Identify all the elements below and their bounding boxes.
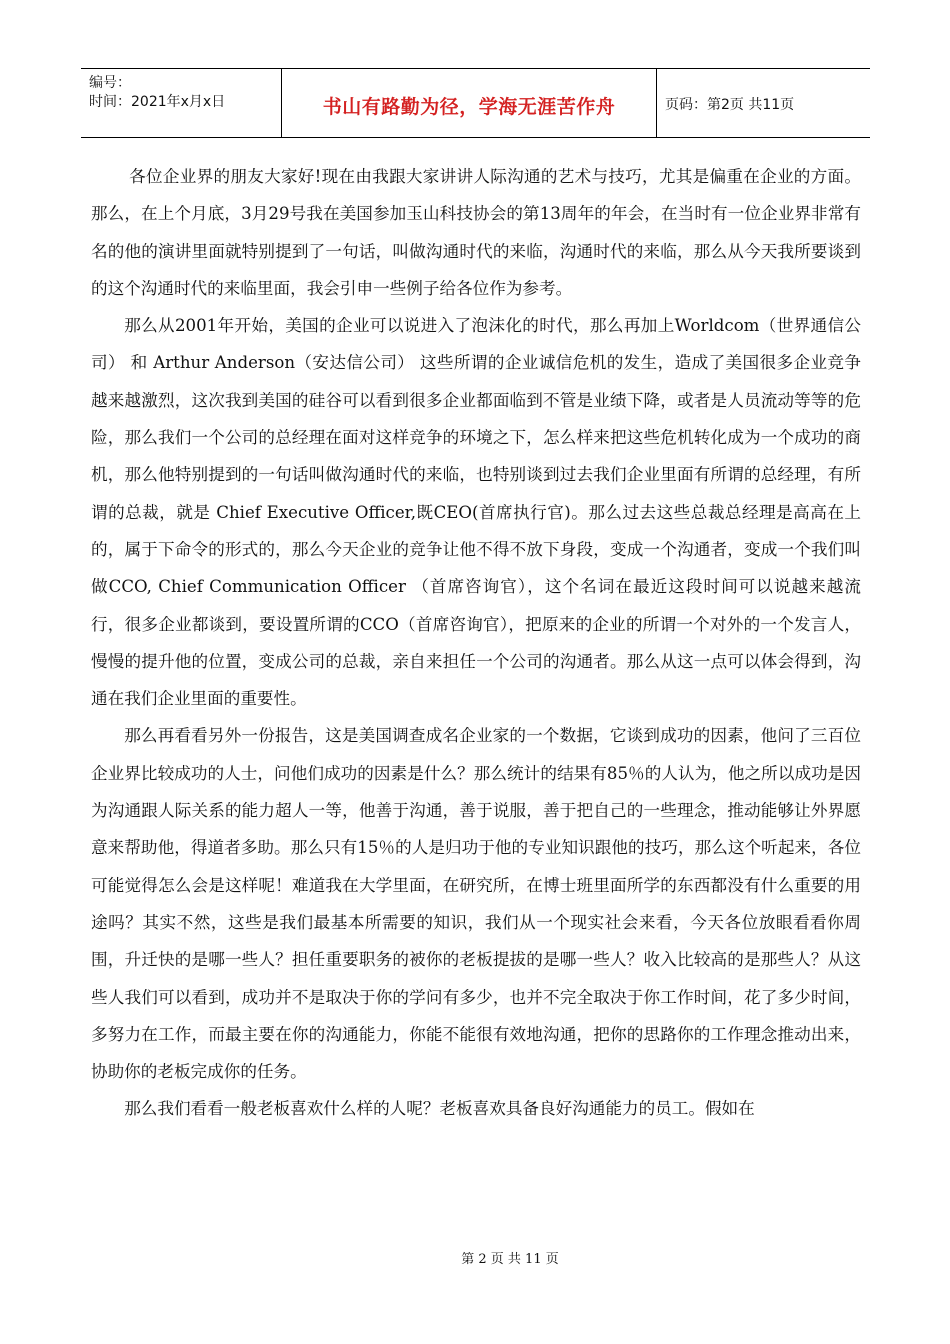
page-header <box>81 68 870 138</box>
page-footer: 第 2 页 共 11 页 <box>461 1252 559 1267</box>
header-info-cell <box>81 69 282 137</box>
body-paragraph: 那么从2001年开始，美国的企业可以说进入了泡沫化的时代，那么再加上Worldcom（世界通信公司） 和 Arthur Anderson（安达信公司） 这些所谓的企业诚信危机的发生，造成了美国很多企业竞争越来越激烈，这次我到美国的硅谷可以看到很多企业都面临到不管是业绩下降，或者是人员流动等等的危险，那么我们一个公司的总经理在面对这样竞争的环境之下，怎么样来把这些危机转化成为一个成功的商机，那么他特别提到的一句话叫做沟通时代的来临，也特别谈到过去我们企业里面有所谓的总经理，有所谓的总裁，就是 Chief Executive Officer,既CEO(首席执行官)。那么过去这些总裁总经理是高高在上的，属于下命令的形式的，那么今天企业的竞争让他不得不放下身段，变成一个沟通者，变成一个我们叫做CCO, Chief Communication Officer （首席咨询官），这个名词在最近这段时间可以说越来越流行，很多企业都谈到，要设置所谓的CCO（首席咨询官），把原来的企业的所谓一个对外的一个发言人，慢慢的提升他的位置，变成公司的总裁，亲自来担任一个公司的沟通者。那么从这一点可以体会得到，沟通在我们企业里面的重要性。 <box>91 316 861 709</box>
body-paragraph: 各位企业界的朋友大家好!现在由我跟大家讲讲人际沟通的艺术与技巧，尤其是偏重在企业的方面。那么，在上个月底，3月29号我在美国参加玉山科技协会的第13周年的年会，在当时有一位企业界非常有名的他的演讲里面就特别提到了一句话，叫做沟通时代的来临，沟通时代的来临，那么从今天我所要谈到的这个沟通时代的来临里面，我会引申一些例子给各位作为参考。 <box>91 167 861 298</box>
header-motto-cell <box>282 69 657 137</box>
document-body <box>91 158 861 1128</box>
body-paragraph: 那么我们看看一般老板喜欢什么样的人呢？老板喜欢具备良好沟通能力的员工。假如在 <box>124 1099 755 1119</box>
document-date-label: 时间：2021年x月x日 <box>89 94 226 110</box>
body-paragraph: 那么再看看另外一份报告，这是美国调查成名企业家的一个数据，它谈到成功的因素，他问了三百位企业界比较成功的人士，问他们成功的因素是什么？那么统计的结果有85％的人认为，他之所以成功是因为沟通跟人际关系的能力超人一等，他善于沟通，善于说服，善于把自己的一些理念，推动能够让外界愿意来帮助他，得道者多助。那么只有15％的人是归功于他的专业知识跟他的技巧，那么这个听起来，各位可能觉得怎么会是这样呢！难道我在大学里面，在研究所，在博士班里面所学的东西都没有什么重要的用途吗？其实不然，这些是我们最基本所需要的知识，我们从一个现实社会来看，今天各位放眼看看你周围，升迁快的是哪一些人？担任重要职务的被你的老板提拔的是哪一些人？收入比较高的是那些人？从这些人我们可以看到，成功并不是取决于你的学问有多少，也并不完全取决于你工作时间，花了多少时间，多努力在工作，而最主要在你的沟通能力，你能不能很有效地沟通，把你的思路你的工作理念推动出来，协助你的老板完成你的任务。 <box>91 726 861 1082</box>
header-page-label: 页码：第2页 共11页 <box>665 97 795 113</box>
header-motto: 书山有路勤为径，学海无涯苦作舟 <box>322 96 616 118</box>
header-page-cell <box>657 69 870 137</box>
document-number-label: 编号： <box>89 75 131 91</box>
